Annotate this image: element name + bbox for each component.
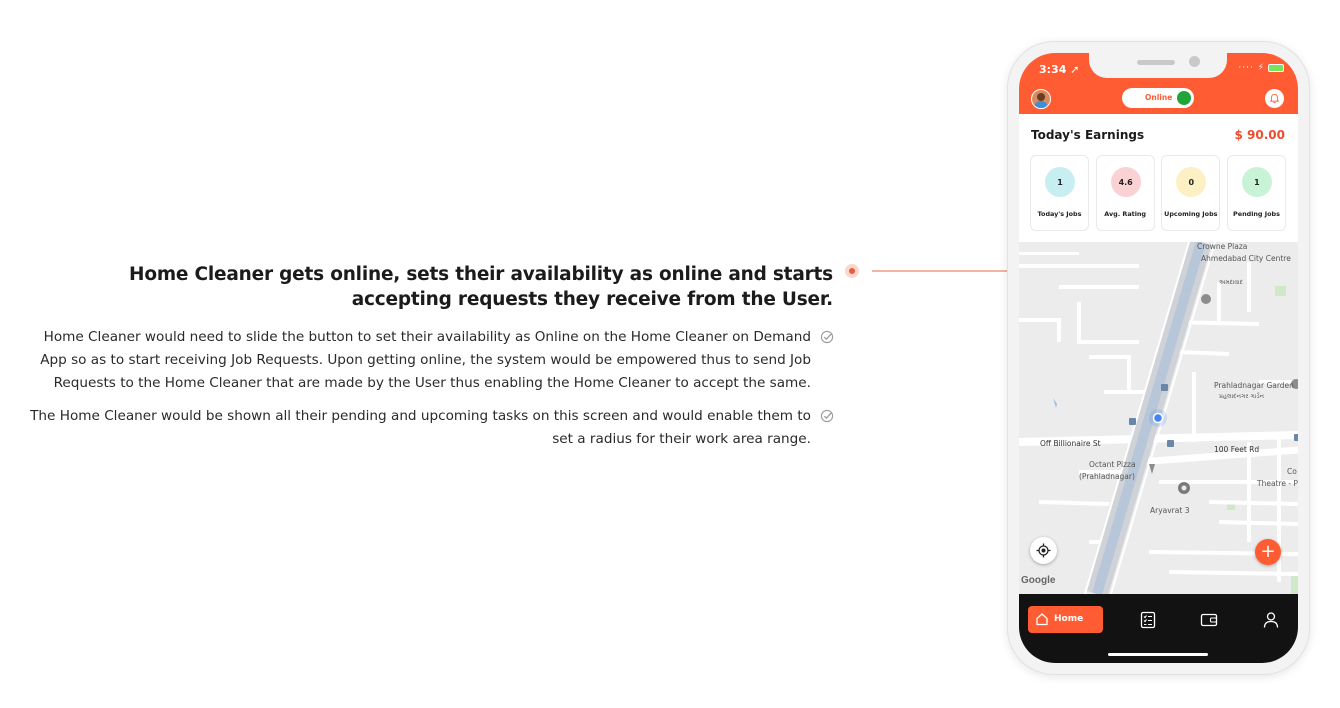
map-label: પ્રહલાદનગર ગાર્ડન (1219, 393, 1264, 400)
locate-me-button[interactable] (1030, 537, 1057, 564)
phone-mockup (1008, 42, 1309, 674)
phone-notch (1089, 53, 1227, 78)
stat-card-pending-jobs[interactable] (1227, 155, 1286, 231)
nav-home-label: Home (1054, 614, 1084, 624)
battery-icon (1268, 64, 1284, 72)
paragraph-text: Home Cleaner would need to slide the button to set their availability as Online on the Home Cleaner on Demand App so as to start receiving Job Requests. Upon getting online, the system would be empowered thus to send Job Requests to the Home Cleaner that are made by the User thus enabling the Home Cleaner to accept the same. (40, 329, 811, 391)
jobs-list-icon[interactable] (1139, 611, 1157, 629)
paragraph-text: The Home Cleaner would be shown all their pending and upcoming tasks on this screen and would enable them to set a radius for their work area range. (30, 408, 811, 447)
check-circle-icon (820, 330, 834, 344)
map-label: Ahmedabad City Centre (1201, 254, 1291, 263)
feature-paragraph-online (30, 326, 835, 395)
feature-headline: Home Cleaner gets online, sets their availability as online and starts accepting requests they receive from the User. (129, 264, 833, 310)
map-roads (1019, 242, 1298, 594)
google-logo: Google (1021, 575, 1056, 586)
stat-card-avg-rating[interactable] (1096, 155, 1155, 231)
feature-paragraph-tasks (30, 405, 835, 451)
stat-label: Today's Jobs (1037, 210, 1082, 218)
add-button[interactable]: + (1255, 539, 1281, 565)
toggle-knob[interactable] (1177, 91, 1191, 105)
bottom-navigation (1019, 594, 1298, 663)
stat-label: Avg. Rating (1104, 210, 1147, 218)
stat-value: 1 (1242, 167, 1272, 197)
notification-button[interactable] (1265, 89, 1284, 108)
app-header (1019, 53, 1298, 114)
bell-icon (1269, 93, 1280, 104)
connector-dot (845, 264, 859, 278)
stat-label: Upcoming Jobs (1164, 210, 1218, 218)
stat-label: Pending Jobs (1233, 210, 1280, 218)
stat-card-upcoming-jobs[interactable] (1161, 155, 1220, 231)
home-icon (1035, 612, 1049, 626)
map-label: Octant Pizza (1089, 460, 1136, 469)
profile-icon[interactable] (1262, 611, 1280, 629)
map-label: Off Billionaire St (1040, 439, 1101, 448)
map-label: (Prahladnagar) (1079, 472, 1135, 481)
nav-home-button[interactable] (1028, 606, 1103, 633)
crosshair-icon (1036, 543, 1051, 558)
connector-line (872, 270, 1012, 272)
avatar[interactable] (1031, 89, 1051, 109)
speaker (1137, 60, 1175, 65)
map-label: Aryavrat 3 (1150, 506, 1190, 515)
map-label: Theatre - P (1257, 479, 1298, 488)
stat-value: 0 (1176, 167, 1206, 197)
feature-description (30, 262, 835, 451)
availability-label: Online (1145, 93, 1173, 102)
map-label: Co (1287, 467, 1297, 476)
map-label: Prahladnagar Garden (1214, 381, 1294, 390)
map-label: 100 Feet Rd (1214, 445, 1260, 454)
stat-value: 4.6 (1111, 167, 1141, 197)
stat-value: 1 (1045, 167, 1075, 197)
phone-screen (1019, 53, 1298, 663)
home-indicator (1108, 653, 1208, 656)
map-view[interactable] (1019, 242, 1298, 594)
map-label: Crowne Plaza (1197, 242, 1248, 251)
earnings-amount: $ 90.00 (1234, 128, 1285, 142)
map-label: અમદાવાદ (1219, 279, 1243, 286)
earnings-title: Today's Earnings (1031, 128, 1145, 142)
stats-cards (1030, 155, 1286, 231)
camera (1189, 56, 1200, 67)
status-time: 3:34 ➚ (1039, 63, 1080, 76)
signal-wifi-icon: ···· ⚡ (1238, 63, 1265, 73)
check-circle-icon (820, 409, 834, 423)
availability-toggle[interactable] (1122, 88, 1194, 108)
status-icons (1238, 63, 1284, 73)
wallet-icon[interactable] (1200, 611, 1218, 629)
stat-card-todays-jobs[interactable] (1030, 155, 1089, 231)
